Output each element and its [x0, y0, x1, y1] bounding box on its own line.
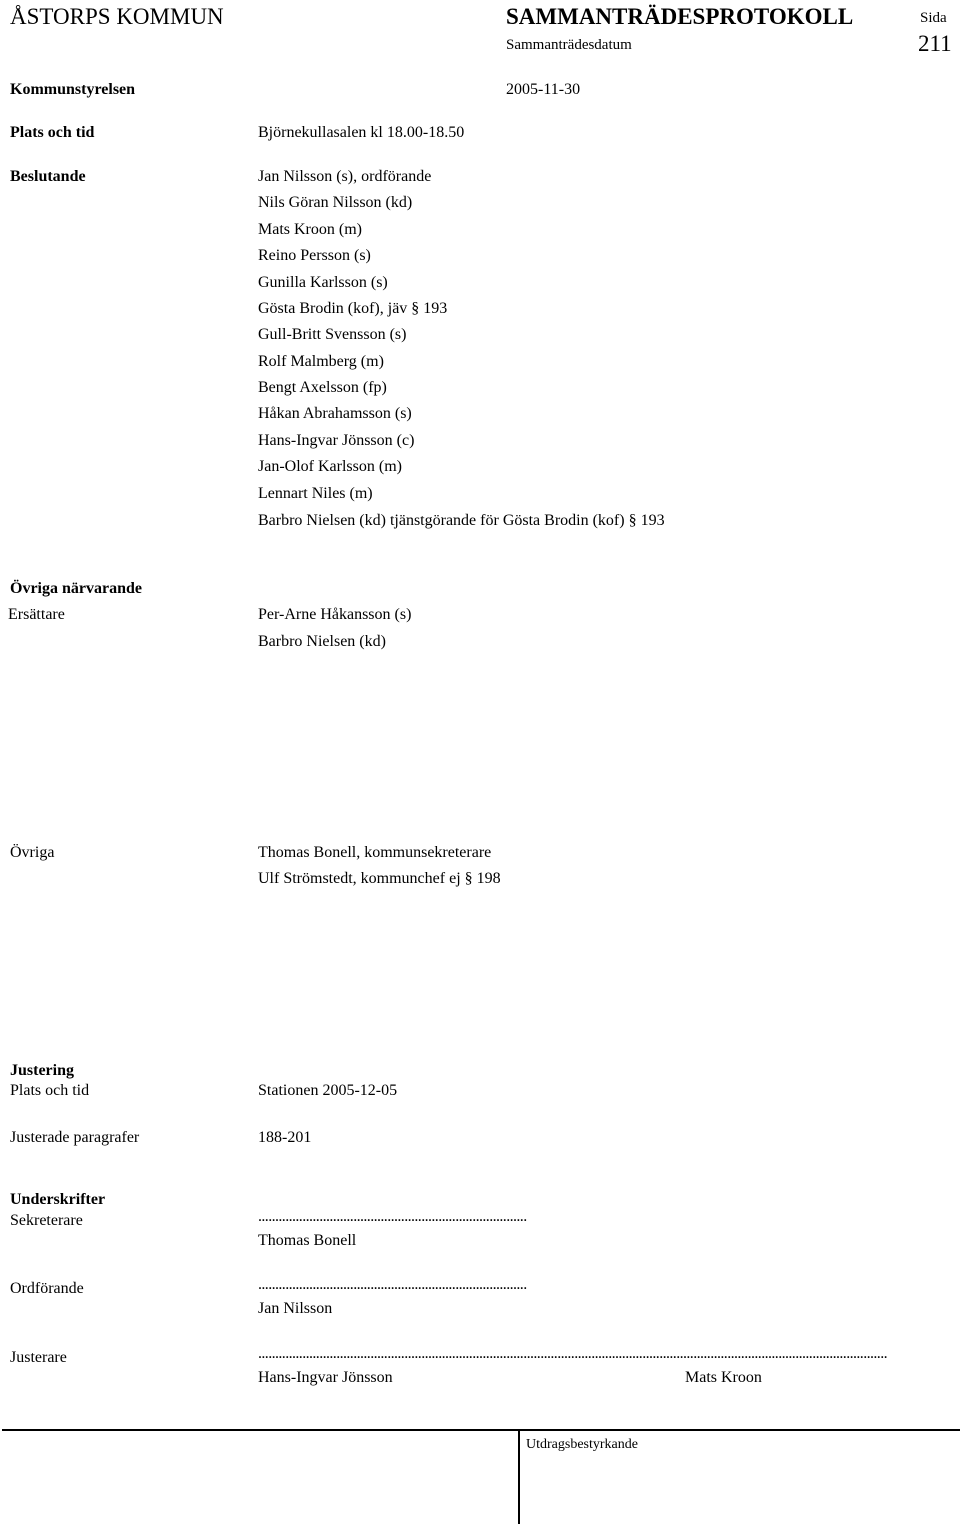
adjustment-place-label: Plats och tid [10, 1082, 90, 1099]
adjuster-signature-line: ......................................................................................................................................................................................... [258, 1345, 888, 1362]
adjustment-place-value: Stationen 2005-12-05 [258, 1082, 398, 1099]
adjuster-name-2: Mats Kroon [685, 1369, 762, 1386]
footer-divider [2, 1429, 960, 1431]
list-item: Gull-Britt Svensson (s) [258, 326, 407, 343]
page-number: 211 [918, 31, 952, 56]
adjusted-paragraphs-label: Justerade paragrafer [10, 1129, 140, 1146]
page-label: Sida [920, 10, 947, 26]
others-label: Övriga [10, 844, 55, 861]
list-item: Barbro Nielsen (kd) tjänstgörande för Gösta Brodin (kof) § 193 [258, 512, 665, 529]
place-time-value: Björnekullasalen kl 18.00-18.50 [258, 124, 465, 141]
substitutes-label: Ersättare [8, 606, 65, 623]
list-item: Reino Persson (s) [258, 247, 371, 264]
list-item: Nils Göran Nilsson (kd) [258, 194, 413, 211]
others-present-heading: Övriga närvarande [10, 580, 142, 597]
adjuster-name-1: Hans-Ingvar Jönsson [258, 1369, 393, 1386]
adjusted-paragraphs-value: 188-201 [258, 1129, 312, 1146]
adjustment-heading: Justering [10, 1062, 74, 1079]
list-item: Thomas Bonell, kommunsekreterare [258, 844, 492, 861]
list-item: Jan Nilsson (s), ordförande [258, 168, 432, 185]
list-item: Ulf Strömstedt, kommunchef ej § 198 [258, 870, 501, 887]
secretary-label: Sekreterare [10, 1212, 83, 1229]
list-item: Gösta Brodin (kof), jäv § 193 [258, 300, 448, 317]
list-item: Lennart Niles (m) [258, 485, 373, 502]
adjuster-label: Justerare [10, 1349, 67, 1366]
secretary-name: Thomas Bonell [258, 1232, 357, 1249]
meeting-date: 2005-11-30 [506, 81, 581, 98]
list-item: Gunilla Karlsson (s) [258, 274, 388, 291]
signatures-heading: Underskrifter [10, 1191, 106, 1208]
footer-vertical-divider [518, 1431, 520, 1524]
list-item: Mats Kroon (m) [258, 221, 362, 238]
chair-name: Jan Nilsson [258, 1300, 333, 1317]
list-item: Jan-Olof Karlsson (m) [258, 458, 402, 475]
chair-signature-line: ............................................................................... [258, 1276, 527, 1293]
extract-certification-label: Utdragsbestyrkande [526, 1437, 638, 1452]
list-item: Bengt Axelsson (fp) [258, 379, 387, 396]
list-item: Per-Arne Håkansson (s) [258, 606, 412, 623]
list-item: Rolf Malmberg (m) [258, 353, 384, 370]
committee-name: Kommunstyrelsen [10, 81, 136, 98]
municipality-name: ÅSTORPS KOMMUN [10, 4, 224, 29]
secretary-signature-line: ............................................................................... [258, 1208, 527, 1225]
document-title: SAMMANTRÄDESPROTOKOLL [506, 4, 854, 29]
list-item: Hans-Ingvar Jönsson (c) [258, 432, 415, 449]
list-item: Håkan Abrahamsson (s) [258, 405, 412, 422]
deciding-label: Beslutande [10, 168, 86, 185]
meeting-date-label: Sammanträdesdatum [506, 37, 632, 53]
list-item: Barbro Nielsen (kd) [258, 633, 386, 650]
place-time-label: Plats och tid [10, 124, 95, 141]
chair-label: Ordförande [10, 1280, 84, 1297]
